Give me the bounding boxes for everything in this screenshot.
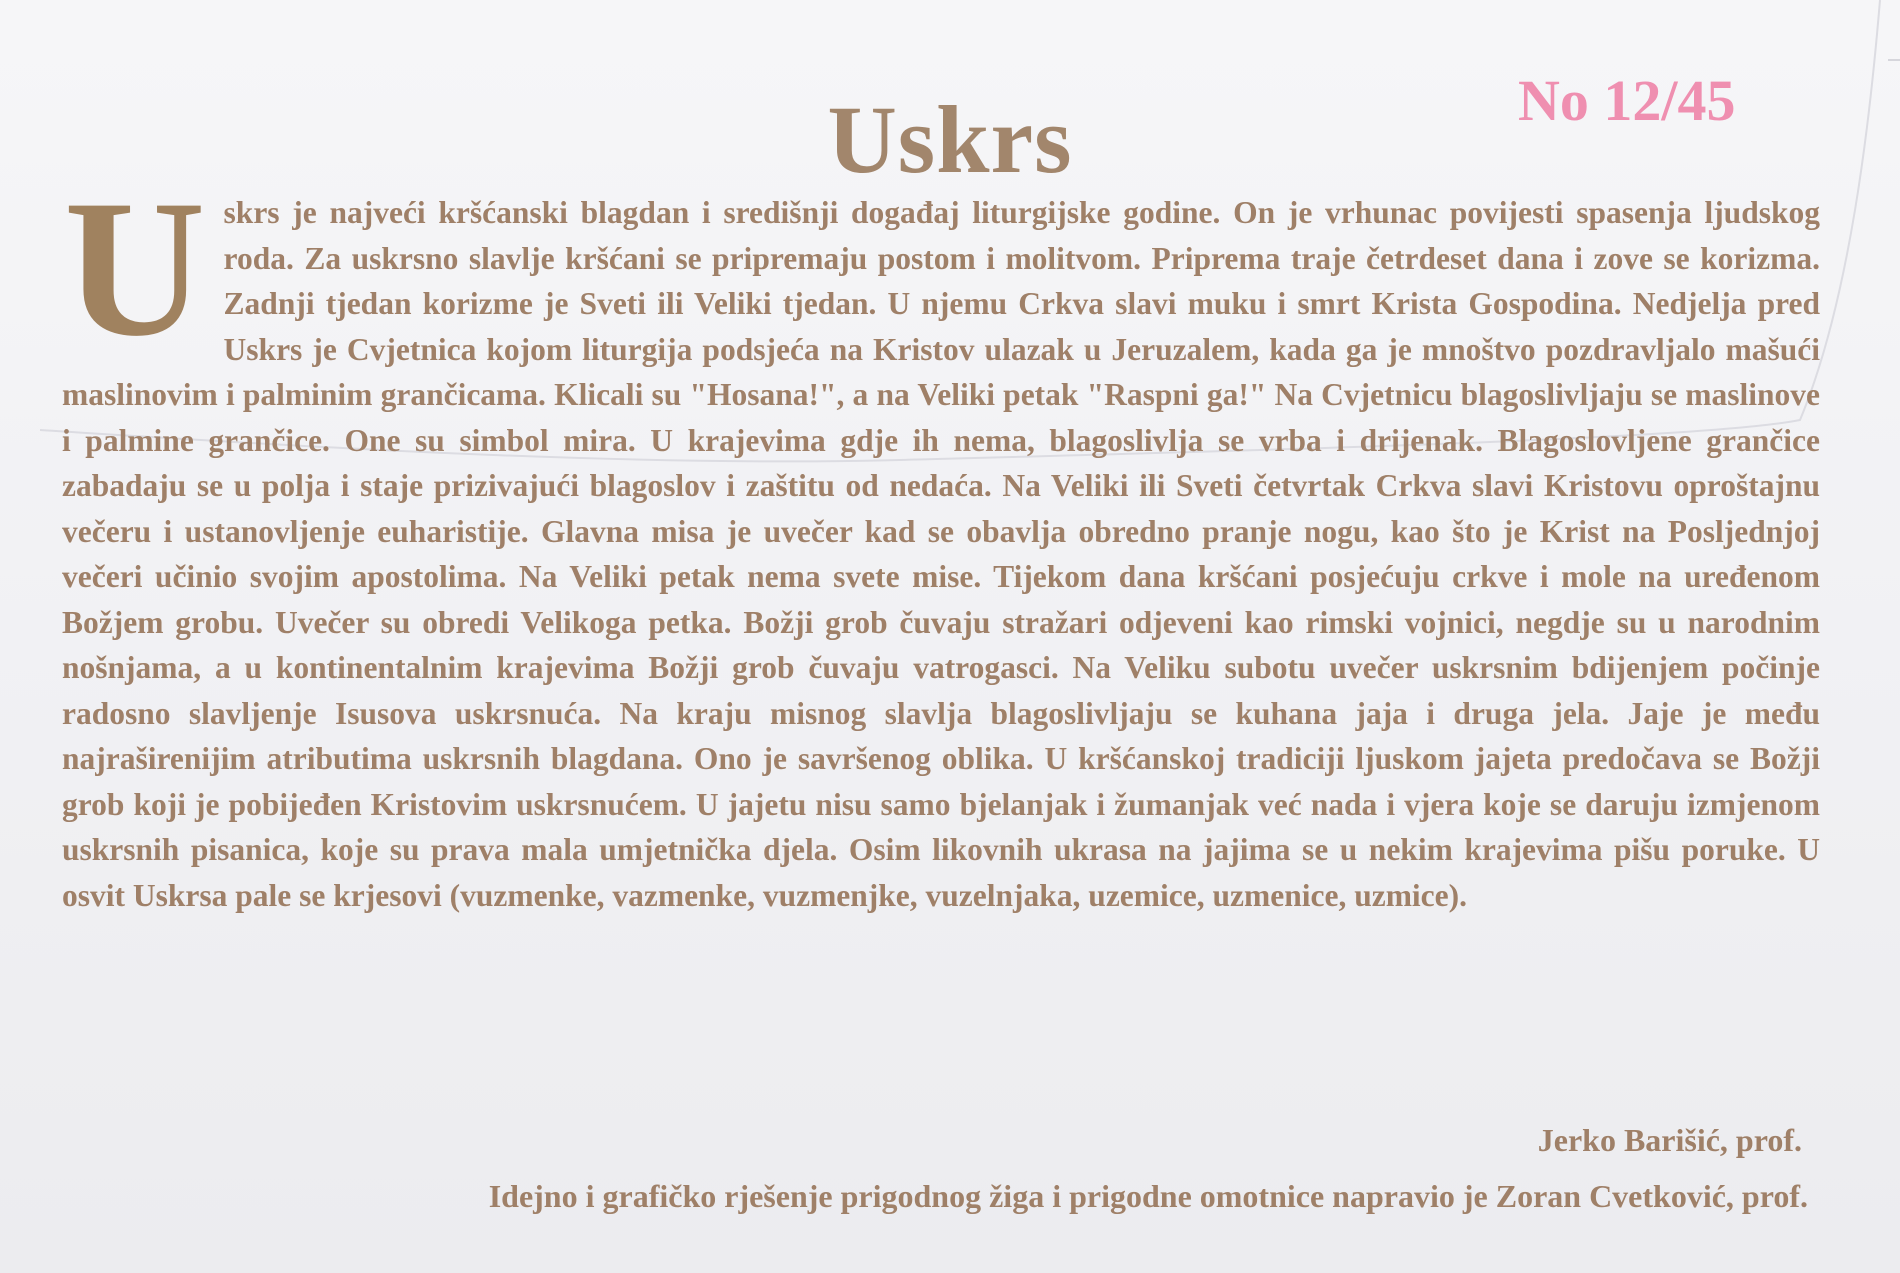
issue-number: No 12/45: [1518, 68, 1736, 133]
article-body: [62, 160, 1820, 918]
drop-cap: U: [64, 160, 206, 377]
author-signature: Jerko Barišić, prof.: [1537, 1122, 1802, 1158]
page-title: Uskrs: [827, 86, 1073, 193]
article-text: skrs je najveći kršćanski blagdan i središnji događaj liturgijske godine. On je vrhunac povijesti spasenja ljudskog roda. Za uskrsno slavlje kršćani se pripremaju postom i molitvom. Priprema traje četrdeset dana i zove se korizma. Zadnji tjedan korizme je Sveti ili Veliki tjedan. U njemu Crkva slavi muku i smrt Krista Gospodina. Nedjelja pred Uskrs je Cvjetnica kojom liturgija podsjeća na Kristov ulazak u Jeruzalem, kada ga je mnoštvo pozdravljalo mašući maslinovim i palminim grančicama. Klicali su "Hosana!", a na Veliki petak "Raspni ga!" Na Cvjetnicu blagoslivljaju se maslinove i palmine grančice. One su simbol mira. U krajevima gdje ih nema, blagoslivlja se vrba i drijenak. Blagoslovljene grančice zabadaju se u polja i staje prizivajući blagoslov i zaštitu od nedaća. Na Veliki ili Sveti četvrtak Crkva slavi Kristovu oproštajnu večeru i ustanovljenje euharistije. Glavna misa je uvečer kad se obavlja obredno pranje nogu, kao što je Krist na Posljednjoj večeri učinio svojim apostolima. Na Veliki petak nema svete mise. Tijekom dana kršćani posjećuju crkve i mole na uređenom Božjem grobu. Uvečer su obredi Velikoga petka. Božji grob čuvaju stražari odjeveni kao rimski vojnici, negdje su u narodnim nošnjama, a u kontinentalnim krajevima Božji grob čuvaju vatrogasci. Na Veliku subotu uvečer uskrsnim bdijenjem počinje radosno slavljenje Isusova uskrsnuća. Na kraju misnog slavlja blagoslivljaju se kuhana jaja i druga jela. Jaje je među najraširenijim atributima uskrsnih blagdana. Ono je savršenog oblika. U kršćanskoj tradiciji ljuskom jajeta predočava se Božji grob koji je pobijeđen Kristovim uskrsnućem. U jajetu nisu samo bjelanjak i žumanjak već nada i vjera koje se daruju izmjenom uskrsnih pisanica, koje su prava mala umjetnička djela. Osim likovnih ukrasa na jajima se u nekim krajevima pišu poruke. U osvit Uskrsa pale se krjesovi (vuzmenke, vazmenke, vuzmenjke, vuzelnjaka, uzemice, uzmenice, uzmice).: [62, 195, 1820, 913]
design-credits: Idejno i grafičko rješenje prigodnog žiga i prigodne omotnice napravio je Zoran Cvetković, prof.: [488, 1178, 1808, 1214]
